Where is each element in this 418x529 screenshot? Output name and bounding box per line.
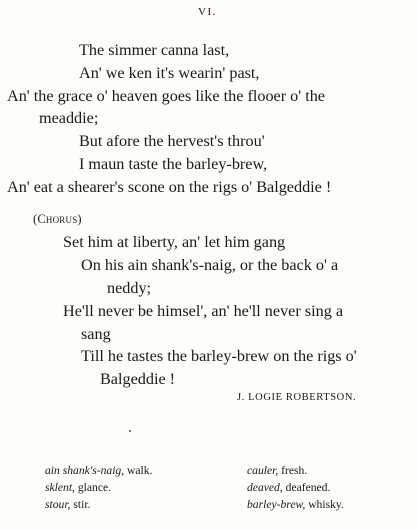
glossary-term: sklent, [45, 481, 75, 494]
glossary-term: ain shank's-naig, [45, 464, 125, 477]
glossary-entry [45, 499, 90, 511]
stanza-line: But afore the hervest's throu' [79, 132, 265, 150]
stanza-line: An' eat a shearer's scone on the rigs o' Balgeddie ! [7, 178, 332, 196]
author-signature: J. LOGIE ROBERTSON. [237, 392, 357, 403]
stanza-line: The simmer canna last, [79, 41, 230, 59]
stanza-line: An' we ken it's wearin' past, [79, 64, 260, 82]
glossary-entry [45, 482, 111, 494]
chorus-line: Till he tastes the barley-brew on the rigs o' [81, 347, 357, 365]
section-number: VI. [198, 6, 217, 18]
glossary-term: cauler, [247, 464, 279, 477]
glossary-entry [247, 465, 307, 477]
glossary-term: deaved, [247, 481, 283, 494]
glossary-entry [45, 465, 152, 477]
glossary-meaning: stir. [73, 498, 91, 511]
chorus-line: On his ain shank's-naig, or the back o' a [81, 256, 339, 274]
chorus-line: neddy; [107, 279, 152, 297]
glossary-entry [247, 482, 330, 494]
stanza-line: I maun taste the barley-brew, [79, 155, 268, 173]
glossary-meaning: deafened. [285, 481, 331, 494]
chorus-line: Balgeddie ! [100, 370, 176, 388]
chorus-line: sang [81, 325, 111, 343]
stanza-line: meaddie; [39, 109, 99, 127]
glossary-meaning: fresh. [281, 464, 308, 477]
stanza-line: An' the grace o' heaven goes like the flooer o' the [7, 87, 325, 105]
glossary-entry [247, 499, 344, 511]
glossary-term: stour, [45, 498, 71, 511]
glossary-meaning: walk. [127, 464, 153, 477]
glossary-term: barley-brew, [247, 498, 306, 511]
chorus-line: Set him at liberty, an' let him gang [63, 233, 286, 251]
glossary-meaning: whisky. [308, 498, 344, 511]
chorus-label: (Chorus) [33, 212, 82, 226]
chorus-line: He'll never be himsel', an' he'll never sing a [63, 302, 344, 320]
glossary-meaning: glance. [77, 481, 112, 494]
stray-mark [129, 430, 131, 432]
